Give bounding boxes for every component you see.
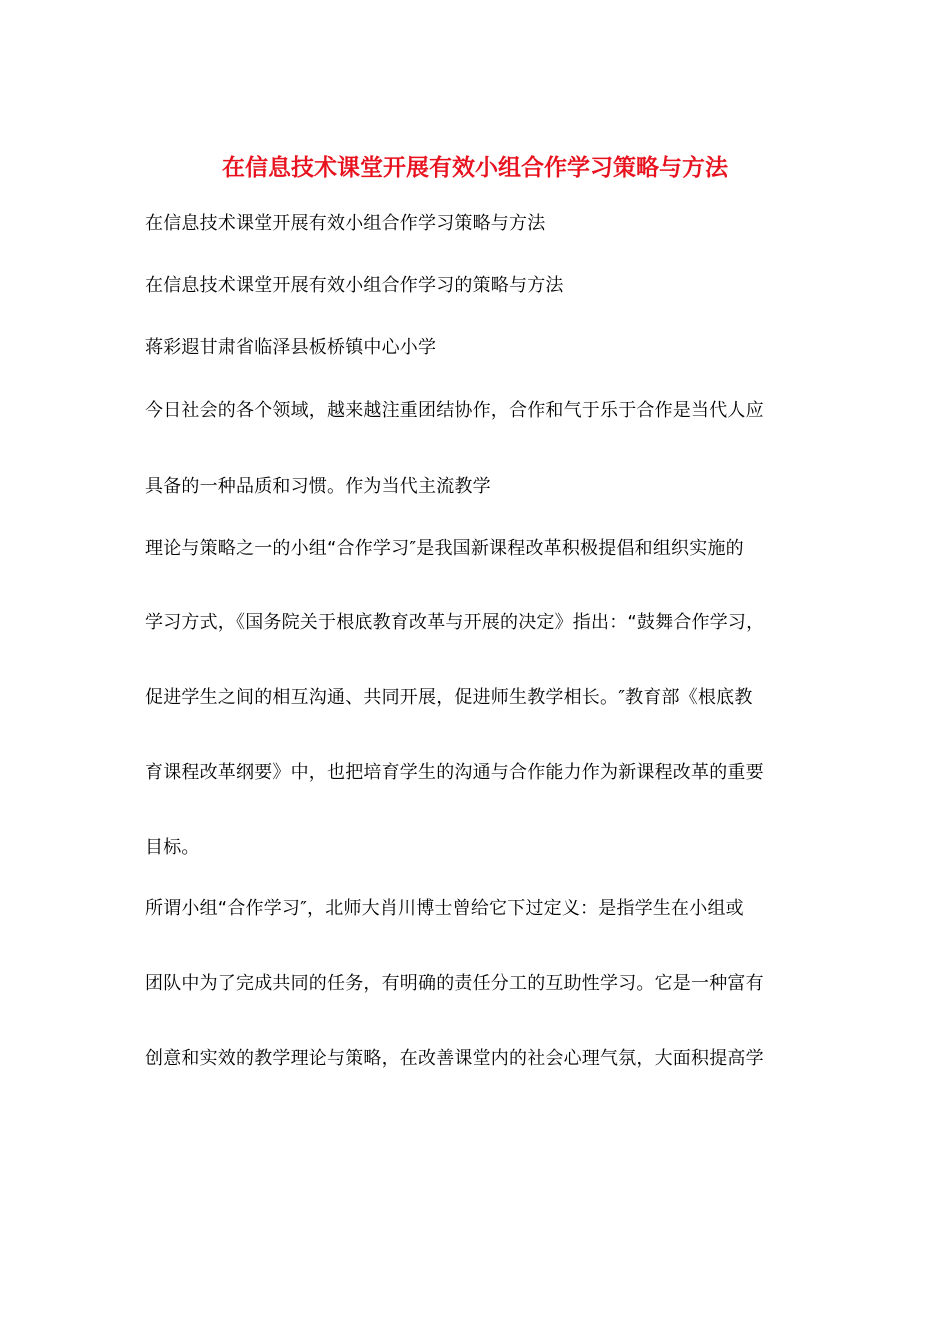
paragraph-line: 所谓小组“合作学习″，北师大肖川博士曾给它下过定义：是指学生在小组或 [145,898,744,919]
paragraph-line: 团队中为了完成共同的任务，有明确的责任分工的互助性学习。它是一种富有 [145,973,764,994]
paragraph-line: 学习方式，《国务院关于根底教育改革与开展的决定》指出：“鼓舞合作学习， [145,612,765,633]
paragraph-line: 具备的一种品质和习惯。作为当代主流教学 [145,476,491,497]
subtitle-line: 在信息技术课堂开展有效小组合作学习策略与方法 [145,213,546,234]
subtitle-line: 在信息技术课堂开展有效小组合作学习的策略与方法 [145,275,564,296]
paragraph-line: 今日社会的各个领域，越来越注重团结协作，合作和气于乐于合作是当代人应 [145,400,764,421]
paragraph-line: 理论与策略之一的小组“合作学习″是我国新课程改革积极提倡和组织实施的 [145,538,744,559]
author-line: 蒋彩遐甘肃省临泽县板桥镇中心小学 [145,337,437,358]
paragraph-line: 促进学生之间的相互沟通、共同开展，促进师生教学相长。″教育部《根底教 [145,687,753,708]
paragraph-line: 创意和实效的教学理论与策略，在改善课堂内的社会心理气氛，大面积提高学 [145,1048,764,1069]
document-title: 在信息技术课堂开展有效小组合作学习策略与方法 [222,154,728,181]
paragraph-line: 目标。 [145,837,200,858]
paragraph-line: 育课程改革纲要》中，也把培育学生的沟通与合作能力作为新课程改革的重要 [145,762,764,783]
